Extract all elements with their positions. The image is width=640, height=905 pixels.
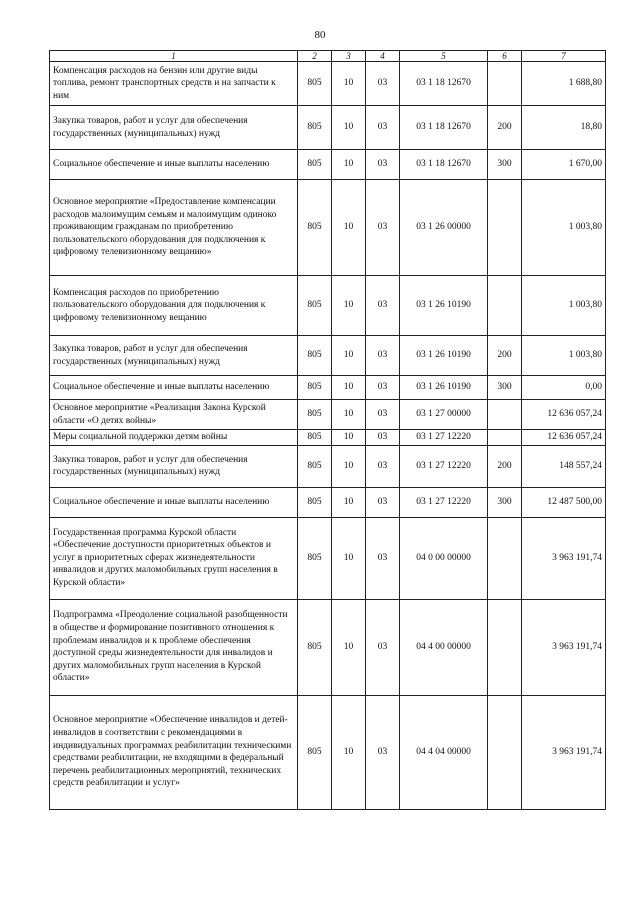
row-csr: 03 1 26 10190 (400, 376, 488, 400)
row-grbs: 805 (298, 150, 332, 180)
row-sum: 12 487 500,00 (522, 487, 606, 517)
row-csr: 03 1 26 10190 (400, 336, 488, 376)
column-header: 6 (488, 51, 522, 62)
row-grbs: 805 (298, 336, 332, 376)
row-rz: 10 (332, 106, 366, 150)
row-vr (488, 599, 522, 695)
row-pr: 03 (366, 180, 400, 276)
row-csr: 04 4 00 00000 (400, 599, 488, 695)
row-rz: 10 (332, 599, 366, 695)
table-row (50, 445, 606, 487)
row-name: Социальное обеспечение и иные выплаты населению (50, 150, 298, 180)
row-csr: 04 0 00 00000 (400, 517, 488, 599)
row-sum: 3 963 191,74 (522, 695, 606, 809)
row-vr (488, 430, 522, 446)
row-sum: 1 003,80 (522, 336, 606, 376)
row-vr (488, 276, 522, 336)
header-row (50, 51, 606, 62)
row-name: Закупка товаров, работ и услуг для обеспечения государственных (муниципальных) нужд (50, 336, 298, 376)
row-name: Компенсация расходов на бензин или другие виды топлива, ремонт транспортных средств и на запчасти к ним (50, 62, 298, 106)
row-grbs: 805 (298, 599, 332, 695)
table-row (50, 487, 606, 517)
row-vr: 300 (488, 487, 522, 517)
row-grbs: 805 (298, 62, 332, 106)
row-csr: 03 1 26 10190 (400, 276, 488, 336)
row-name: Основное мероприятие «Предоставление компенсации расходов малоимущим семьям и малоимущим одиноко проживающим гражданам по приобретению пользовательского оборудования для подключения к цифровому телевизионному вещанию» (50, 180, 298, 276)
row-vr: 200 (488, 336, 522, 376)
row-pr: 03 (366, 276, 400, 336)
row-sum: 3 963 191,74 (522, 517, 606, 599)
row-csr: 04 4 04 00000 (400, 695, 488, 809)
row-rz: 10 (332, 487, 366, 517)
row-rz: 10 (332, 445, 366, 487)
table-row (50, 106, 606, 150)
row-vr: 200 (488, 106, 522, 150)
row-grbs: 805 (298, 180, 332, 276)
row-sum: 1 003,80 (522, 180, 606, 276)
table-row (50, 336, 606, 376)
row-csr: 03 1 27 12220 (400, 430, 488, 446)
table-row (50, 517, 606, 599)
row-name: Государственная программа Курской области «Обеспечение доступности приоритетных объектов и услуг в приоритетных сферах жизнедеятельности инвалидов и других маломобильных групп населения в Курской области» (50, 517, 298, 599)
row-pr: 03 (366, 62, 400, 106)
row-csr: 03 1 18 12670 (400, 106, 488, 150)
row-grbs: 805 (298, 276, 332, 336)
table-row (50, 430, 606, 446)
column-header: 2 (298, 51, 332, 62)
row-rz: 10 (332, 150, 366, 180)
table-row (50, 276, 606, 336)
row-csr: 03 1 18 12670 (400, 62, 488, 106)
row-pr: 03 (366, 430, 400, 446)
page-number: 80 (314, 29, 326, 41)
row-vr (488, 62, 522, 106)
row-rz: 10 (332, 400, 366, 430)
column-header: 5 (400, 51, 488, 62)
row-rz: 10 (332, 336, 366, 376)
row-csr: 03 1 27 00000 (400, 400, 488, 430)
row-pr: 03 (366, 400, 400, 430)
row-grbs: 805 (298, 106, 332, 150)
row-name: Социальное обеспечение и иные выплаты населению (50, 376, 298, 400)
budget-table (49, 50, 606, 810)
row-pr: 03 (366, 106, 400, 150)
row-pr: 03 (366, 336, 400, 376)
row-sum: 12 636 057,24 (522, 430, 606, 446)
row-csr: 03 1 27 12220 (400, 445, 488, 487)
row-sum: 148 557,24 (522, 445, 606, 487)
row-name: Меры социальной поддержки детям войны (50, 430, 298, 446)
row-rz: 10 (332, 276, 366, 336)
table-row (50, 599, 606, 695)
row-vr (488, 517, 522, 599)
row-grbs: 805 (298, 517, 332, 599)
row-rz: 10 (332, 517, 366, 599)
row-rz: 10 (332, 695, 366, 809)
row-pr: 03 (366, 445, 400, 487)
row-sum: 3 963 191,74 (522, 599, 606, 695)
column-header: 3 (332, 51, 366, 62)
table-row (50, 180, 606, 276)
row-rz: 10 (332, 430, 366, 446)
row-vr (488, 180, 522, 276)
column-header: 1 (50, 51, 298, 62)
row-csr: 03 1 26 00000 (400, 180, 488, 276)
row-grbs: 805 (298, 445, 332, 487)
row-pr: 03 (366, 599, 400, 695)
table-row (50, 400, 606, 430)
row-sum: 0,00 (522, 376, 606, 400)
row-name: Основное мероприятие «Реализация Закона Курской области «О детях войны» (50, 400, 298, 430)
row-vr: 300 (488, 376, 522, 400)
row-pr: 03 (366, 150, 400, 180)
column-header: 7 (522, 51, 606, 62)
row-name: Социальное обеспечение и иные выплаты населению (50, 487, 298, 517)
row-name: Закупка товаров, работ и услуг для обеспечения государственных (муниципальных) нужд (50, 106, 298, 150)
row-pr: 03 (366, 695, 400, 809)
row-name: Основное мероприятие «Обеспечение инвалидов и детей-инвалидов в соответствии с рекомендациями в индивидуальных программах реабилитации техническими средствами реабилитации, не входящими в федеральный перечень реабилитационных мероприятий, технических средств реабилитации и услуг» (50, 695, 298, 809)
row-pr: 03 (366, 376, 400, 400)
row-name: Компенсация расходов по приобретению пользовательского оборудования для подключения к цифровому телевизионному вещанию (50, 276, 298, 336)
row-sum: 1 670,00 (522, 150, 606, 180)
row-name: Подпрограмма «Преодоление социальной разобщенности в обществе и формирование позитивного отношения к проблемам инвалидов и к проблеме обеспечения доступной среды жизнедеятельности для инвалидов и других маломобильных групп населения в Курской области» (50, 599, 298, 695)
row-pr: 03 (366, 487, 400, 517)
row-sum: 12 636 057,24 (522, 400, 606, 430)
table-row (50, 150, 606, 180)
row-grbs: 805 (298, 430, 332, 446)
row-pr: 03 (366, 517, 400, 599)
row-rz: 10 (332, 62, 366, 106)
table-row (50, 62, 606, 106)
table-row (50, 695, 606, 809)
row-rz: 10 (332, 180, 366, 276)
row-vr (488, 400, 522, 430)
row-grbs: 805 (298, 400, 332, 430)
row-sum: 1 688,80 (522, 62, 606, 106)
row-sum: 18,80 (522, 106, 606, 150)
column-header: 4 (366, 51, 400, 62)
row-grbs: 805 (298, 487, 332, 517)
row-csr: 03 1 18 12670 (400, 150, 488, 180)
row-vr: 300 (488, 150, 522, 180)
row-grbs: 805 (298, 695, 332, 809)
row-csr: 03 1 27 12220 (400, 487, 488, 517)
row-grbs: 805 (298, 376, 332, 400)
table-row (50, 376, 606, 400)
row-sum: 1 003,80 (522, 276, 606, 336)
row-vr (488, 695, 522, 809)
row-name: Закупка товаров, работ и услуг для обеспечения государственных (муниципальных) нужд (50, 445, 298, 487)
row-rz: 10 (332, 376, 366, 400)
row-vr: 200 (488, 445, 522, 487)
